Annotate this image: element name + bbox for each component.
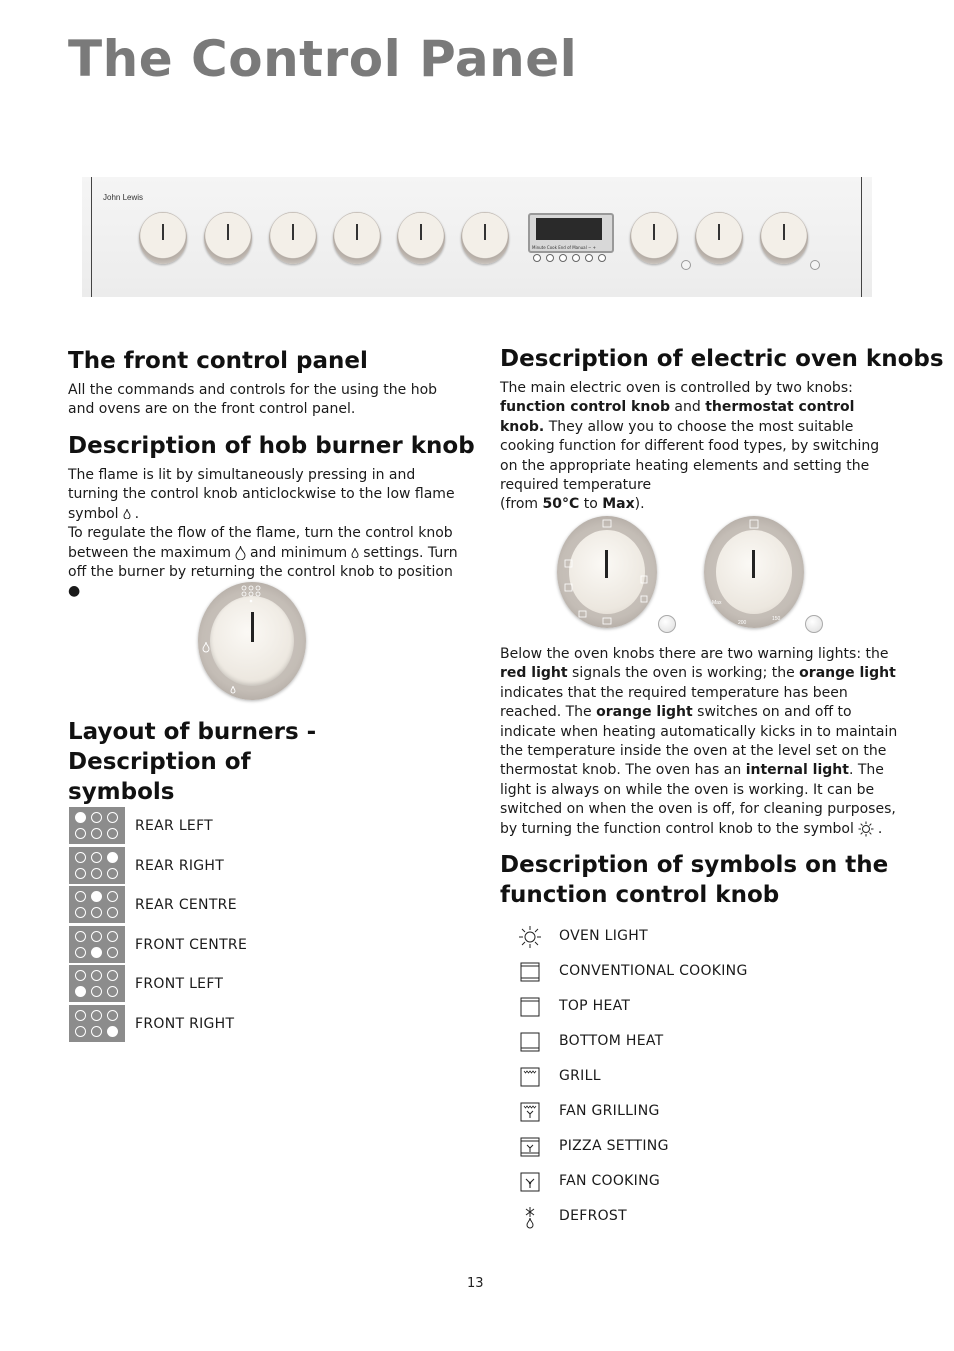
burner-label: FRONT LEFT [135,976,224,992]
timer-button-2 [546,254,554,262]
hob-knob-heading: Description of hob burner knob [68,433,475,459]
svg-text:Max: Max [712,600,722,606]
burner-position-icon [69,807,125,844]
hob-knob-2 [204,210,254,266]
front-panel-text: All the commands and controls for the using the hob and ovens are on the front control panel. [68,382,438,418]
burner-row [69,926,449,964]
svg-text:200: 200 [738,620,747,626]
defrost-icon [518,1205,542,1229]
oven-light-icon [518,925,542,949]
hob-knob-5 [397,210,447,266]
fan-grilling-icon [518,1100,542,1124]
warning-light-1 [681,260,691,270]
conventional-cooking-icon [518,960,542,984]
burner-position-icon [69,847,125,884]
burner-label: REAR CENTRE [135,897,237,913]
symbol-row [518,925,898,955]
oven-knob-3 [760,210,810,266]
hob-knob-4 [333,210,383,266]
electric-oven-text: The main electric oven is controlled by two knobs: function control knob and thermostat control knob. They allow you to choose the most suitable cooking function for different food types, by switching on the appropriate heating elements and setting the required temperature (from 50°C to Max). [500,380,880,513]
pizza-setting-icon [518,1135,542,1159]
control-panel-illustration [82,177,872,297]
burner-label: REAR RIGHT [135,857,225,874]
symbol-row [518,1205,898,1235]
burner-row [69,1005,449,1043]
burner-row [69,965,449,1003]
hob-burner-knob-illustration [198,582,306,700]
brand-logo: John Lewis [103,193,144,202]
symbol-label: FAN COOKING [559,1173,661,1189]
max-flame-icon [235,545,246,560]
grill-icon [518,1065,542,1089]
warning-light-2 [810,260,820,270]
svg-text:150: 150 [772,616,781,622]
timer-button-4 [572,254,580,262]
symbol-label: DEFROST [559,1208,627,1224]
symbol-row [518,1030,898,1060]
burner-label: FRONT CENTRE [135,936,248,953]
warning-lights-text: Below the oven knobs there are two warning lights: the red light signals the oven is working; the orange light indicates that the required temperature has been reached. The orange light switches on and off to indicate when heating automatically kicks in to maintain the temperature inside the oven at the level set on the thermostat knob. The oven has an internal light. The light is always on while the oven is working. It can be switched on when the oven is off, for cleaning purposes, by turning the function control knob to the symbol . [500,646,898,837]
burner-row [69,847,449,885]
symbol-row [518,995,898,1025]
oven-light-icon [858,821,874,837]
symbol-label: CONVENTIONAL COOKING [559,963,748,979]
burner-position-icon [69,886,125,923]
function-symbols-heading: Description of symbols on the function control knob [500,852,889,908]
symbol-label: OVEN LIGHT [559,928,648,944]
burner-position-icon [69,926,125,963]
oven-knob-2 [695,210,745,266]
timer-button-1 [533,254,541,262]
front-panel-heading: The front control panel [68,348,368,374]
timer-button-6 [598,254,606,262]
bottom-heat-icon [518,1030,542,1054]
red-warning-light [658,615,676,633]
burner-position-icon [69,1005,125,1042]
timer-display: Minute Cook End of Manual − + [528,213,614,253]
symbol-label: TOP HEAT [559,998,631,1014]
page-title: The Control Panel [68,30,578,88]
page-number: 13 [467,1276,484,1291]
symbol-row [518,1100,898,1130]
top-heat-icon [518,995,542,1019]
burner-position-icon [69,965,125,1002]
symbol-label: PIZZA SETTING [559,1138,669,1154]
burner-label: REAR LEFT [135,818,214,834]
symbol-label: BOTTOM HEAT [559,1033,664,1049]
burner-row [69,807,449,845]
burner-row [69,886,449,924]
burner-layout-heading: Layout of burners - Description of symbols [68,719,317,805]
symbol-row [518,960,898,990]
min-flame-icon [351,547,359,558]
symbol-row [518,1170,898,1200]
symbol-label: FAN GRILLING [559,1103,660,1119]
timer-button-5 [585,254,593,262]
hob-knob-6 [461,210,511,266]
hob-knob-3 [269,210,319,266]
low-flame-icon [123,508,131,519]
burner-label: FRONT RIGHT [135,1015,235,1032]
timer-button-3 [559,254,567,262]
symbol-label: GRILL [559,1068,601,1084]
oven-knob-1 [630,210,680,266]
orange-warning-light [805,615,823,633]
hob-knob-text: The flame is lit by simultaneously pressing in and turning the control knob anticlockwise to the low flame symbol . To regulate the flow of the flame, turn the control knob between the maximum and minimum settings. Turn off the burner by returning the control knob to position ● [68,467,458,600]
hob-knob-1 [139,210,189,266]
thermostat-control-knob [704,516,806,630]
function-control-knob [557,516,659,630]
electric-oven-heading: Description of electric oven knobs [500,346,944,372]
symbol-row [518,1065,898,1095]
symbol-row [518,1135,898,1165]
fan-cooking-icon [518,1170,542,1194]
